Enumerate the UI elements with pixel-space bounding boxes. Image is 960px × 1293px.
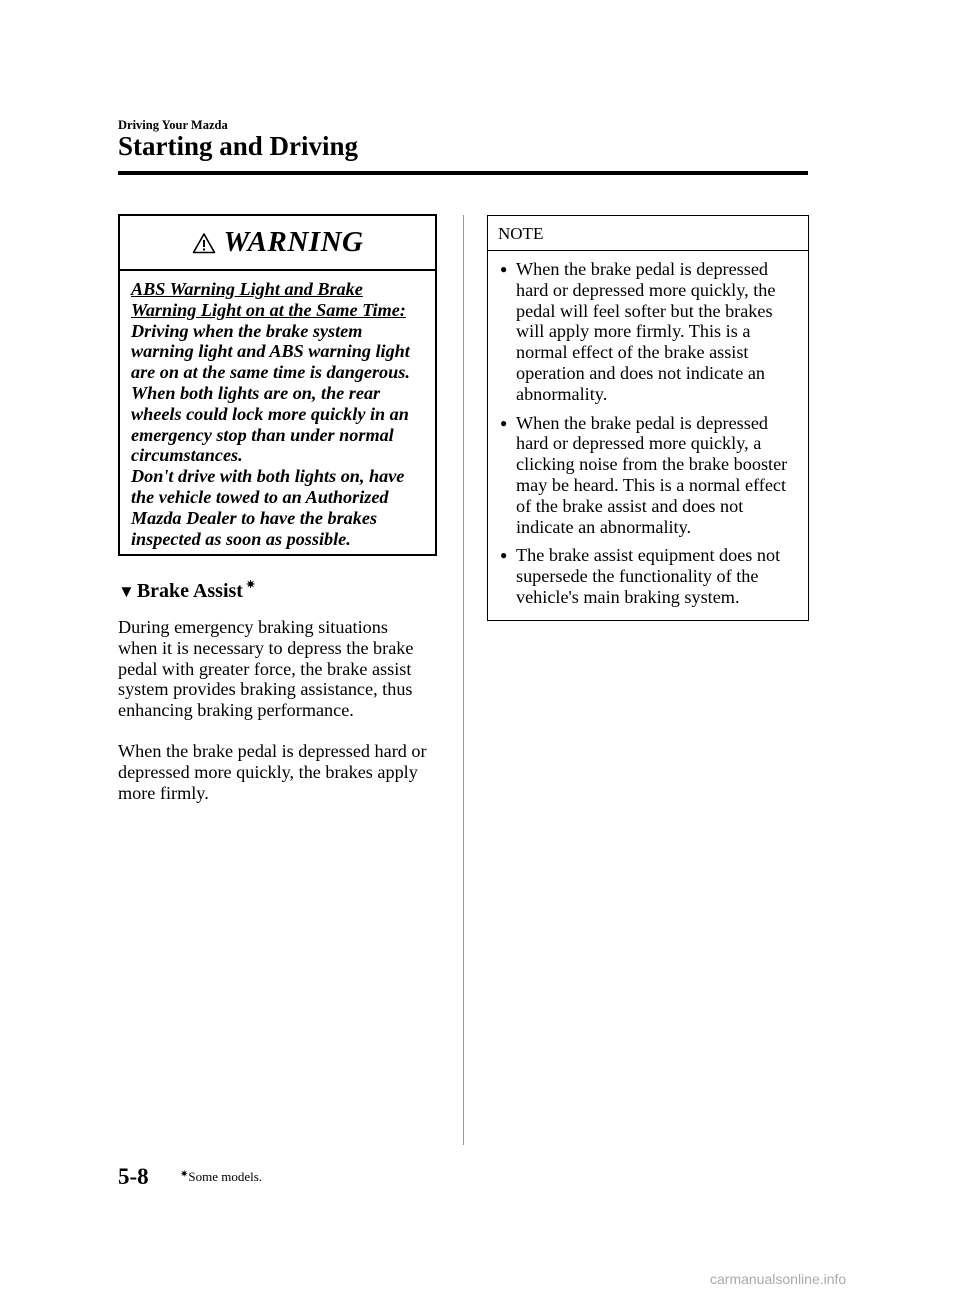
brake-assist-title: Brake Assist [136,580,243,602]
brake-assist-paragraph-1 [118,617,448,721]
note-list [488,251,808,608]
brake-assist-heading [118,580,255,603]
paragraph-line: more firmly. [118,782,209,803]
brake-assist-paragraph-2 [118,741,448,803]
bullet-icon: ● [500,262,508,276]
warning-text-line: wheels could lock more quickly in an [131,403,409,424]
warning-heading-line: ABS Warning Light and Brake [131,279,363,299]
note-line: operation and does not indicate an [516,362,765,383]
warning-text-line: emergency stop than under normal [131,424,394,445]
note-line: supersede the functionality of the [516,566,759,587]
warning-body [120,271,435,549]
note-line: hard or depressed more quickly, a [516,433,762,454]
warning-text-line: are on at the same time is dangerous. [131,362,410,383]
column-divider [463,215,464,1145]
paragraph-line: system provides braking assistance, thus [118,679,413,700]
warning-heading-line: Warning Light on at the Same Time: [131,299,406,320]
watermark-link[interactable]: carmanualsonline.info [710,1271,847,1287]
warning-title: WARNING [223,226,364,258]
warning-header [120,216,435,271]
note-box [487,215,809,621]
warning-text-line: inspected as soon as possible. [131,528,351,549]
paragraph-line: During emergency braking situations [118,617,388,637]
warning-text-line: Mazda Dealer to have the brakes [131,507,378,528]
note-line: clicking noise from the brake booster [516,454,788,475]
note-line: may be heard. This is a normal effect [516,474,787,495]
bullet-icon: ● [500,415,508,430]
footnote [180,1169,262,1185]
asterisk-icon: ✷ [245,579,256,591]
page-number: 5-8 [118,1164,149,1189]
warning-text-line: Don't drive with both lights on, have [131,466,405,487]
chapter-title: Starting and Driving [118,131,359,161]
warning-text-line: the vehicle towed to an Authorized [131,486,389,507]
paragraph-line: depressed more quickly, the brakes apply [118,761,418,782]
note-line: abnormality. [516,383,608,404]
warning-box [118,214,437,556]
note-line: pedal will feel softer but the brakes [516,300,773,321]
note-line: When the brake pedal is depressed [516,412,768,433]
note-line: The brake assist equipment does not [516,545,781,566]
list-item [500,259,802,405]
bullet-icon: ● [500,548,508,563]
paragraph-line: when it is necessary to depress the brake [118,637,414,658]
note-line: normal effect of the brake assist [516,342,749,363]
paragraph-line: pedal with greater force, the brake assist [118,658,412,679]
warning-text-line: When both lights are on, the rear [131,382,381,403]
warning-text-line: warning light and ABS warning light [131,341,410,362]
note-line: vehicle's main braking system. [516,586,740,607]
list-item [500,545,802,607]
note-line: hard or depressed more quickly, the [516,279,776,300]
note-line: indicate an abnormality. [516,516,692,537]
warning-triangle-icon [192,232,216,254]
warning-text-line: circumstances. [131,445,243,466]
footnote-text: Some models. [188,1169,263,1184]
asterisk-icon: ✷ [180,1169,189,1180]
section-marker-icon: ▼ [118,582,135,601]
note-line: will apply more firmly. This is a [516,321,751,342]
note-line: When the brake pedal is depressed [516,259,768,279]
section-label: Driving Your Mazda [118,118,228,132]
warning-text-line: Driving when the brake system [131,320,363,341]
header-rule [118,171,808,175]
note-line: of the brake assist and does not [516,495,744,516]
note-title: NOTE [488,216,808,251]
paragraph-line: When the brake pedal is depressed hard or [118,741,427,761]
list-item [500,413,802,538]
paragraph-line: enhancing braking performance. [118,700,354,721]
